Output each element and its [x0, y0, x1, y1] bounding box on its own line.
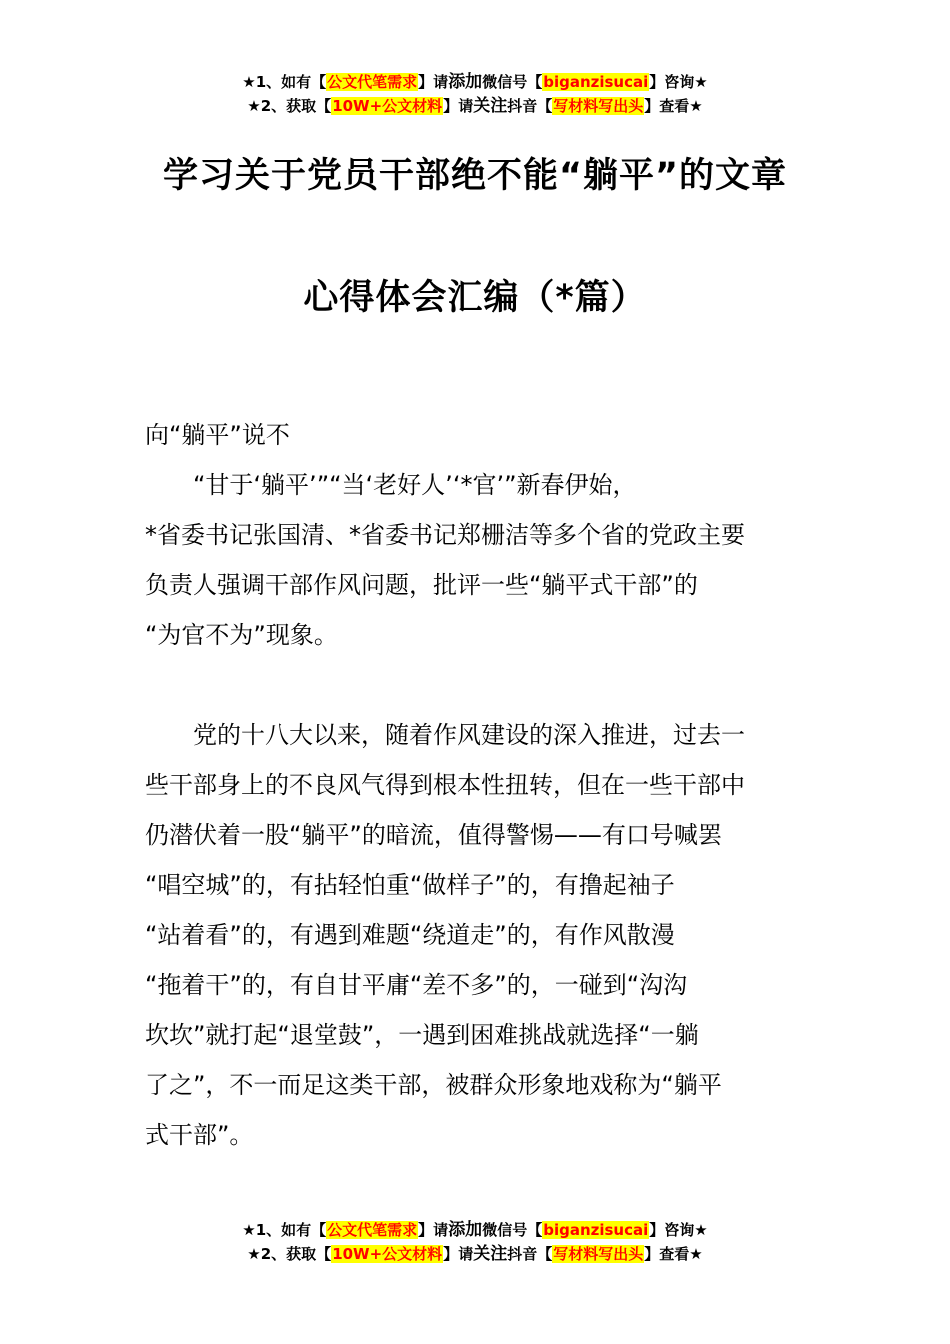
paragraph-line: 仍潜伏着一股“躺平”的暗流，值得警惕——有口号喊罢	[145, 821, 722, 849]
banner-text: 】咨询★	[649, 73, 708, 91]
section-heading: 向“躺平”说不	[145, 421, 290, 449]
banner-emphasis: 添加	[448, 1220, 483, 1240]
banner-text: ★1、如有【	[242, 1221, 327, 1239]
highlight-materials: 10W+公文材料	[332, 1245, 443, 1263]
paragraph-line: 坎坎”就打起“退堂鼓”，一遇到困难挑战就选择“一躺	[145, 1021, 699, 1049]
highlight-materials: 10W+公文材料	[332, 97, 443, 115]
banner-text: 微信号【	[482, 1221, 543, 1239]
paragraph-line: “拖着干”的，有自甘平庸“差不多”的，一碰到“沟沟	[145, 971, 688, 999]
paragraph-line: *省委书记张国清、*省委书记郑栅洁等多个省的党政主要	[145, 521, 745, 549]
banner-emphasis: 关注	[473, 1244, 508, 1264]
banner-line-2	[0, 1242, 950, 1266]
banner-text: 抖音【	[507, 97, 553, 115]
banner-text: 】请	[418, 1221, 449, 1239]
banner-line-1	[0, 1218, 950, 1242]
banner-text: 】请	[418, 73, 449, 91]
paragraph-line: 负责人强调干部作风问题，批评一些“躺平式干部”的	[145, 571, 698, 599]
banner-text: ★1、如有【	[242, 73, 327, 91]
banner-text: 抖音【	[507, 1245, 553, 1263]
paragraph-line: 些干部身上的不良风气得到根本性扭转，但在一些干部中	[145, 771, 745, 799]
paragraph-2	[145, 710, 845, 1160]
banner-line-1	[0, 70, 950, 94]
paragraph-line: 党的十八大以来，随着作风建设的深入推进，过去一	[145, 721, 745, 749]
paragraph-line: “站着看”的，有遇到难题“绕道走”的，有作风散漫	[145, 921, 675, 949]
paragraph-line: 式干部”。	[145, 1121, 254, 1149]
highlight-service: 公文代笔需求	[327, 1221, 418, 1239]
document-title-line-2: 心得体会汇编（*篇）	[303, 278, 647, 318]
highlight-wechat-id: biganzisucai	[543, 73, 649, 91]
banner-text: 】请	[443, 97, 474, 115]
banner-text: 微信号【	[482, 73, 543, 91]
banner-emphasis: 关注	[473, 96, 508, 116]
banner-text: 】查看★	[644, 97, 703, 115]
banner-text: 】查看★	[644, 1245, 703, 1263]
banner-text: ★2、获取【	[247, 97, 332, 115]
highlight-wechat-id: biganzisucai	[543, 1221, 649, 1239]
header-banner	[0, 70, 950, 118]
document-body	[145, 410, 845, 1160]
banner-emphasis: 添加	[448, 72, 483, 92]
paragraph-line: “唱空城”的，有拈轻怕重“做样子”的，有撸起袖子	[145, 871, 675, 899]
paragraph-line: “为官不为”现象。	[145, 621, 338, 649]
document-title-line-1: 学习关于党员干部绝不能“躺平”的文章	[162, 156, 787, 196]
paragraph-1	[145, 460, 845, 660]
banner-line-2	[0, 94, 950, 118]
highlight-douyin-account: 写材料写出头	[553, 1245, 644, 1263]
footer-banner	[0, 1218, 950, 1266]
banner-text: ★2、获取【	[247, 1245, 332, 1263]
highlight-service: 公文代笔需求	[327, 73, 418, 91]
highlight-douyin-account: 写材料写出头	[553, 97, 644, 115]
banner-text: 】咨询★	[649, 1221, 708, 1239]
paragraph-line: 了之”，不一而足这类干部，被群众形象地戏称为“躺平	[145, 1071, 722, 1099]
paragraph-line: “甘于‘躺平’”“当‘老好人’‘*官’”新春伊始，	[145, 471, 637, 499]
paragraph-gap	[145, 660, 845, 710]
banner-text: 】请	[443, 1245, 474, 1263]
